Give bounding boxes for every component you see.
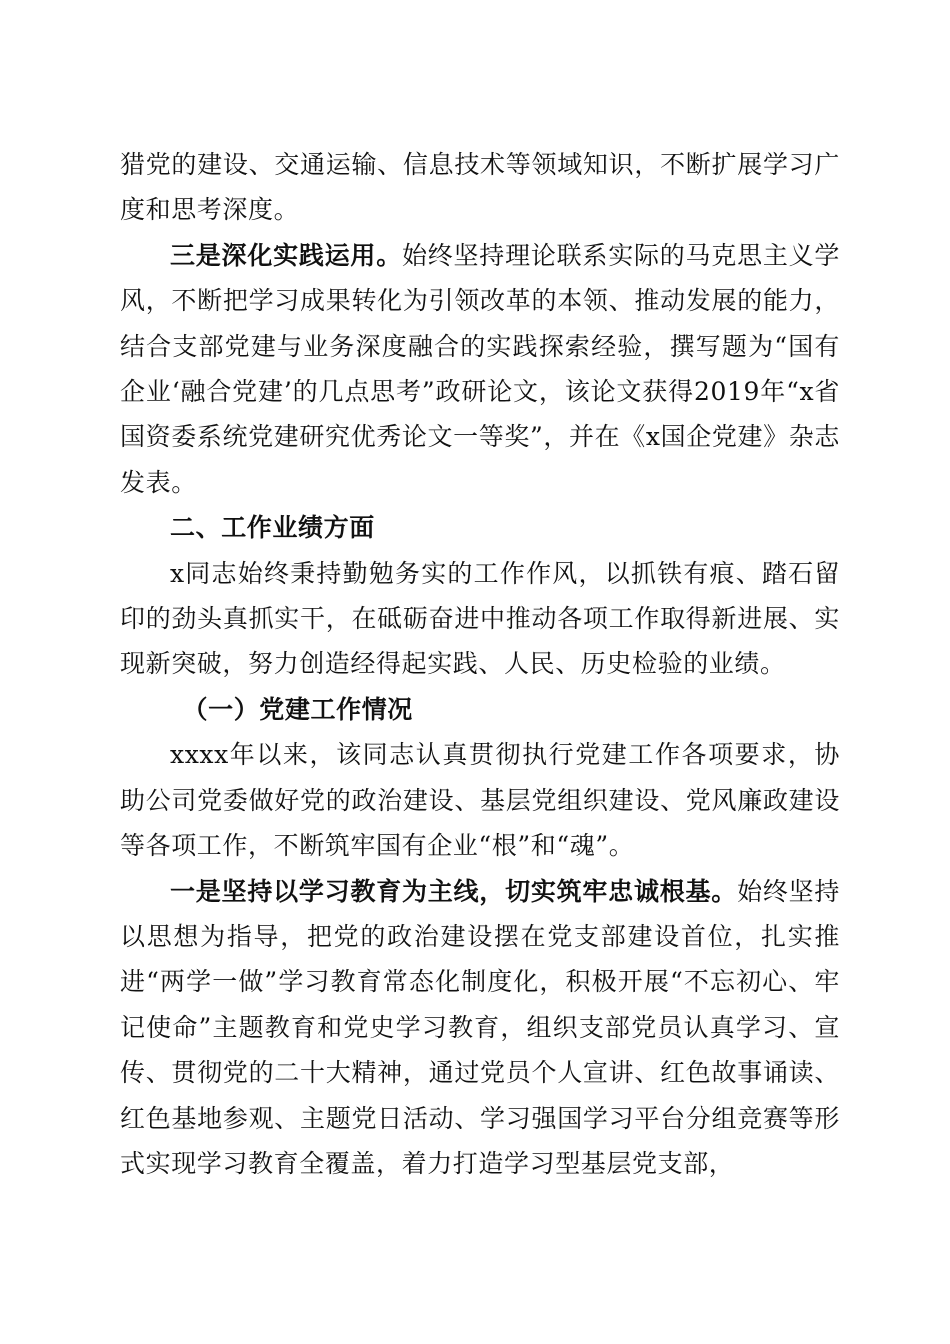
paragraph-text: 始终坚持以思想为指导，把党的政治建设摆在党支部建设首位，扎实推进“两学一做”学习教育常态化制度化，积极开展“不忘初心、牢记使命”主题教育和党史学习教育，组织支部党员认真学习、宣传、贯彻党的二十大精神，通过党员个人宣讲、红色故事诵读、红色基地参观、主题党日活动、学习强国学习平台分组竞赛等形式实现学习教育全覆盖，着力打造学习型基层党支部， [120, 876, 841, 1178]
paragraph-lead: 一是坚持以学习教育为主线，切实筑牢忠诚根基。 [170, 876, 738, 906]
paragraph-party-building: xxxx年以来，该同志认真贯彻执行党建工作各项要求，协助公司党委做好党的政治建设、基层党组织建设、党风廉政建设等各项工作，不断筑牢国有企业“根”和“魂”。 [120, 740, 840, 861]
paragraph-lead: 三是深化实践运用。 [170, 240, 402, 270]
paragraph-continued: 猎党的建设、交通运输、信息技术等领域知识，不断扩展学习广度和思考深度。 [120, 150, 840, 225]
paragraph-study [120, 869, 840, 1187]
paragraph-text: 始终坚持理论联系实际的马克思主义学风，不断把学习成果转化为引领改革的本领、推动发展的能力，结合支部党建与业务深度融合的实践探索经验，撰写题为“国有企业‘融合党建’的几点思考”政研论文，该论文获得2019年“x省国资委系统党建研究优秀论文一等奖”，并在《x国企党建》杂志发表。 [120, 240, 840, 497]
section-heading: 二、工作业绩方面 [170, 513, 375, 543]
paragraph-performance: x同志始终秉持勤勉务实的工作作风，以抓铁有痕、踏石留印的劲头真抓实干，在砥砺奋进中推动各项工作取得新进展、实现新突破，努力创造经得起实践、人民、历史检验的业绩。 [120, 558, 840, 679]
document-body [120, 142, 840, 1186]
paragraph-practice [120, 233, 840, 505]
subsection-heading: （一）党建工作情况 [182, 694, 413, 724]
